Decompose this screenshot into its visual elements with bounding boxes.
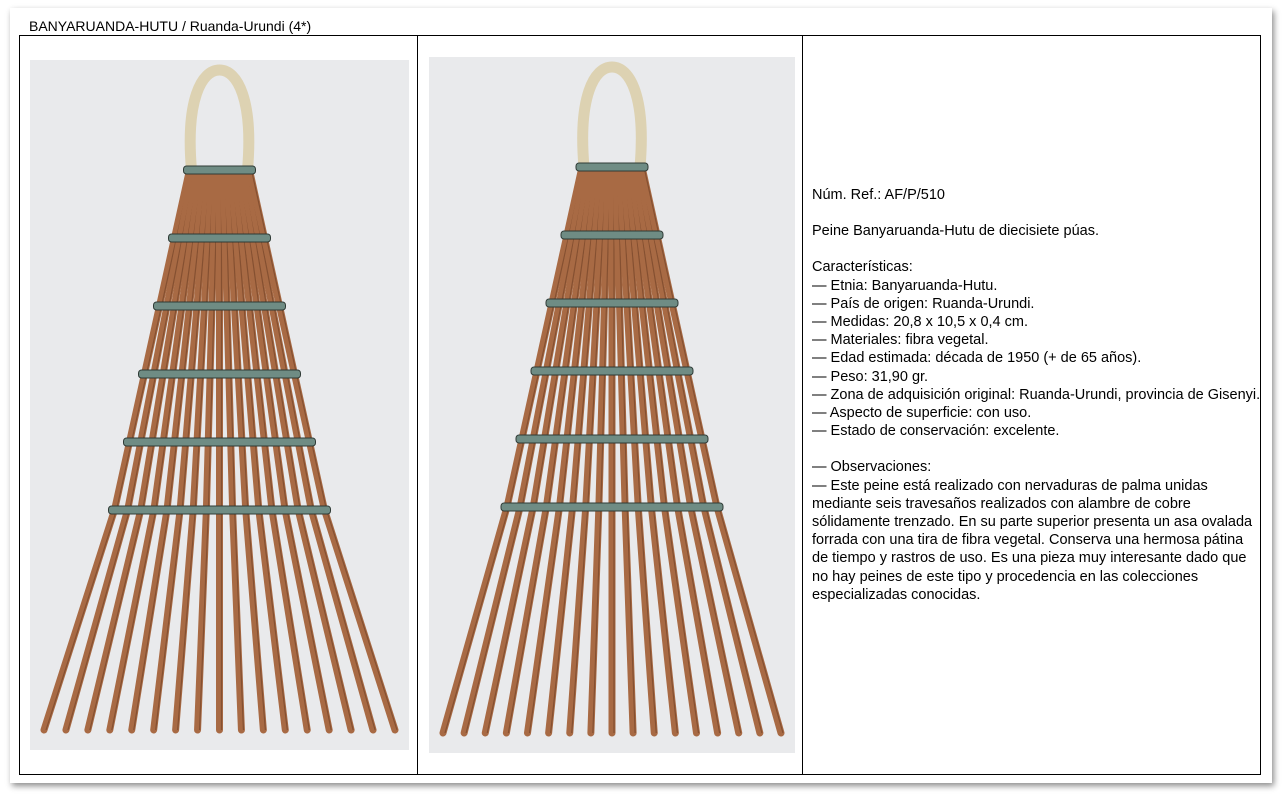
description-panel	[812, 186, 1262, 604]
feature-item: — Estado de conservación: excelente.	[812, 423, 1060, 440]
comb-photo-front	[30, 60, 409, 750]
comb-illustration	[429, 57, 795, 753]
wire-crossbar	[516, 435, 708, 443]
comb-tooth	[250, 170, 396, 730]
observations-text: — Este peine está realizado con nervaduras de palma unidas mediante seis travesaños realizados con alambre de cobre sólidamente trenzado. En su parte superior presenta un asa ovalada forrada con una tira de fibra vegetal. Conserva una hermosa pátina de tiempo y rastros de uso. Es una pieza muy interesante dado que no hay peines de este tipo y procedencia en las colecciones especializadas conocidas.	[812, 477, 1253, 603]
feature-item: — Zona de adquisición original: Ruanda-Urundi, provincia de Gisenyi.	[812, 386, 1261, 403]
comb-tooth	[44, 170, 190, 730]
wire-crossbar	[531, 367, 693, 375]
feature-item: — Edad estimada: década de 1950 (+ de 65 años).	[812, 350, 1142, 367]
comb-illustration	[30, 60, 409, 750]
comb-photo-back	[429, 57, 795, 753]
wire-crossbar	[124, 438, 316, 446]
feature-item: — Peso: 31,90 gr.	[812, 368, 929, 385]
feature-item: — Materiales: fibra vegetal.	[812, 332, 989, 349]
wire-crossbar	[169, 234, 271, 242]
wire-crossbar	[109, 506, 331, 514]
column-divider	[802, 36, 803, 774]
feature-item: — Etnia: Banyaruanda-Hutu.	[812, 277, 998, 294]
wire-crossbar	[184, 166, 256, 174]
observations-heading: — Observaciones:	[812, 459, 932, 476]
content-table	[19, 35, 1261, 775]
wire-crossbar	[546, 299, 678, 307]
features-heading: Características:	[812, 259, 913, 276]
wire-crossbar	[501, 503, 723, 511]
feature-item: — Medidas: 20,8 x 10,5 x 0,4 cm.	[812, 314, 1028, 331]
feature-item: — País de origen: Ruanda-Urundi.	[812, 295, 1035, 312]
handle-loop	[190, 70, 249, 170]
document-sheet	[10, 8, 1272, 783]
wire-crossbar	[154, 302, 286, 310]
handle-loop	[583, 67, 642, 167]
wire-crossbar	[576, 163, 648, 171]
summary-text: Peine Banyaruanda-Hutu de diecisiete púas.	[812, 223, 1099, 240]
feature-item: — Aspecto de superficie: con uso.	[812, 405, 1032, 422]
page-title: BANYARUANDA-HUTU / Ruanda-Urundi (4*)	[29, 18, 312, 34]
wire-crossbar	[561, 231, 663, 239]
column-divider	[417, 36, 418, 774]
reference-number: Núm. Ref.: AF/P/510	[812, 187, 945, 203]
wire-crossbar	[139, 370, 301, 378]
